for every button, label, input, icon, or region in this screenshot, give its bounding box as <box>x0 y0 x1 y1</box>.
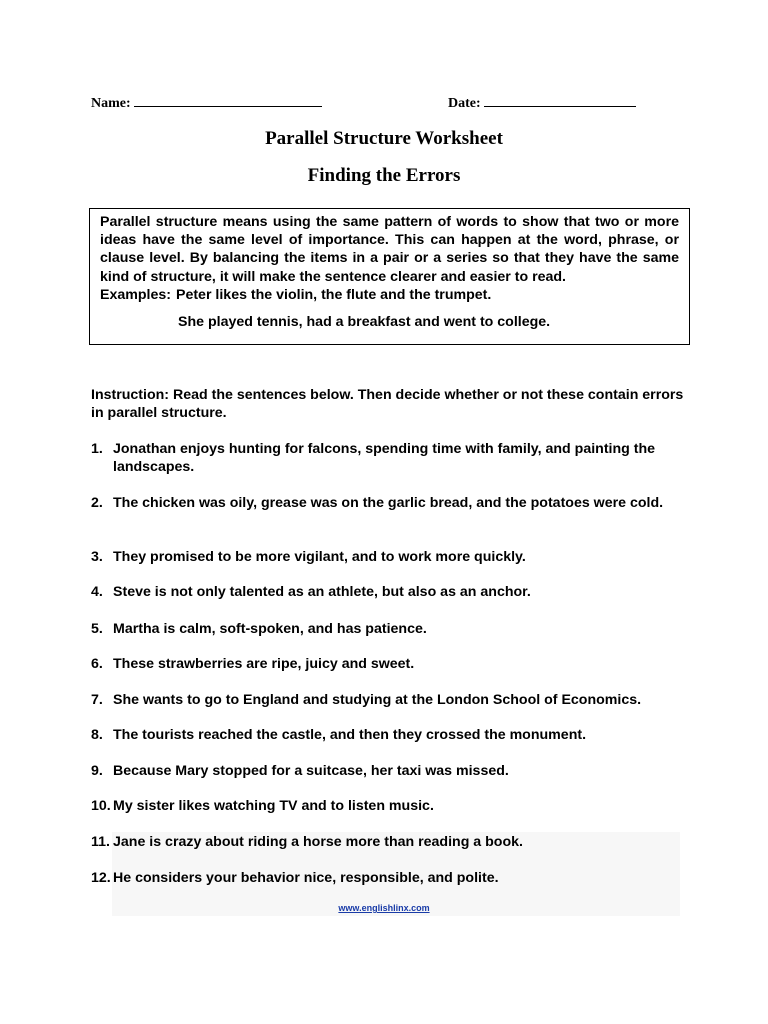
item-number: 11. <box>91 834 110 850</box>
item-text: The chicken was oily, grease was on the garlic bread, and the potatoes were cold. <box>113 495 664 511</box>
item-number: 8. <box>91 727 103 743</box>
item-text: They promised to be more vigilant, and to work more quickly. <box>113 549 526 565</box>
example-1: Peter likes the violin, the flute and the trumpet. <box>175 286 492 303</box>
date-field <box>448 94 636 112</box>
date-label: Date: <box>448 96 481 111</box>
list-item <box>91 548 691 566</box>
item-text: She wants to go to England and studying at the London School of Economics. <box>113 692 642 708</box>
list-item <box>91 762 691 780</box>
instruction-text: Instruction: Read the sentences below. Then decide whether or not these contain errors in parallel structure. <box>91 387 684 421</box>
item-number: 6. <box>91 656 103 672</box>
item-text: The tourists reached the castle, and then they crossed the monument. <box>113 727 587 743</box>
list-item <box>91 726 691 744</box>
item-text: Martha is calm, soft-spoken, and has patience. <box>113 621 427 637</box>
item-number: 4. <box>91 584 103 600</box>
definition-box <box>89 208 690 345</box>
item-number: 1. <box>91 441 103 457</box>
item-number: 3. <box>91 549 103 565</box>
name-field <box>91 94 322 112</box>
page-subtitle: Finding the Errors <box>307 165 461 186</box>
item-number: 12. <box>91 870 111 886</box>
item-text: These strawberries are ripe, juicy and sweet. <box>113 656 415 672</box>
list-item <box>91 797 691 815</box>
footer-link[interactable]: www.englishlinx.com <box>338 903 430 913</box>
item-text: My sister likes watching TV and to listen music. <box>113 798 434 814</box>
name-label: Name: <box>91 96 131 111</box>
list-item <box>91 583 691 601</box>
page-title: Parallel Structure Worksheet <box>265 128 503 149</box>
item-number: 9. <box>91 763 103 779</box>
item-text: Steve is not only talented as an athlete, but also as an anchor. <box>113 584 531 600</box>
item-text: Because Mary stopped for a suitcase, her taxi was missed. <box>113 763 509 779</box>
item-text: He considers your behavior nice, responsible, and polite. <box>113 870 499 886</box>
item-number: 7. <box>91 692 103 708</box>
item-number: 2. <box>91 495 103 511</box>
list-item <box>91 655 691 673</box>
date-blank-line[interactable] <box>484 94 636 107</box>
example-row-1 <box>100 286 679 304</box>
name-blank-line[interactable] <box>134 94 322 107</box>
list-item <box>91 869 691 887</box>
list-item <box>91 833 691 851</box>
list-item <box>91 691 691 709</box>
list-item <box>91 620 691 638</box>
definition-text: Parallel structure means using the same pattern of words to show that two or more ideas have the same level of importance. This can happen at the word, phrase, or clause level. By balancing the items in a pair or a series so that they have the same kind of structure, it will make the sentence clearer and easier to read. <box>100 214 679 285</box>
list-item <box>91 494 691 512</box>
item-number: 5. <box>91 621 103 637</box>
item-text: Jonathan enjoys hunting for falcons, spending time with family, and painting the landscapes. <box>113 441 656 475</box>
example-2: She played tennis, had a breakfast and went to college. <box>178 314 551 331</box>
item-text: Jane is crazy about riding a horse more than reading a book. <box>113 834 523 850</box>
item-number: 10. <box>91 798 111 814</box>
examples-label: Examples: <box>100 286 171 303</box>
list-item <box>91 440 691 476</box>
